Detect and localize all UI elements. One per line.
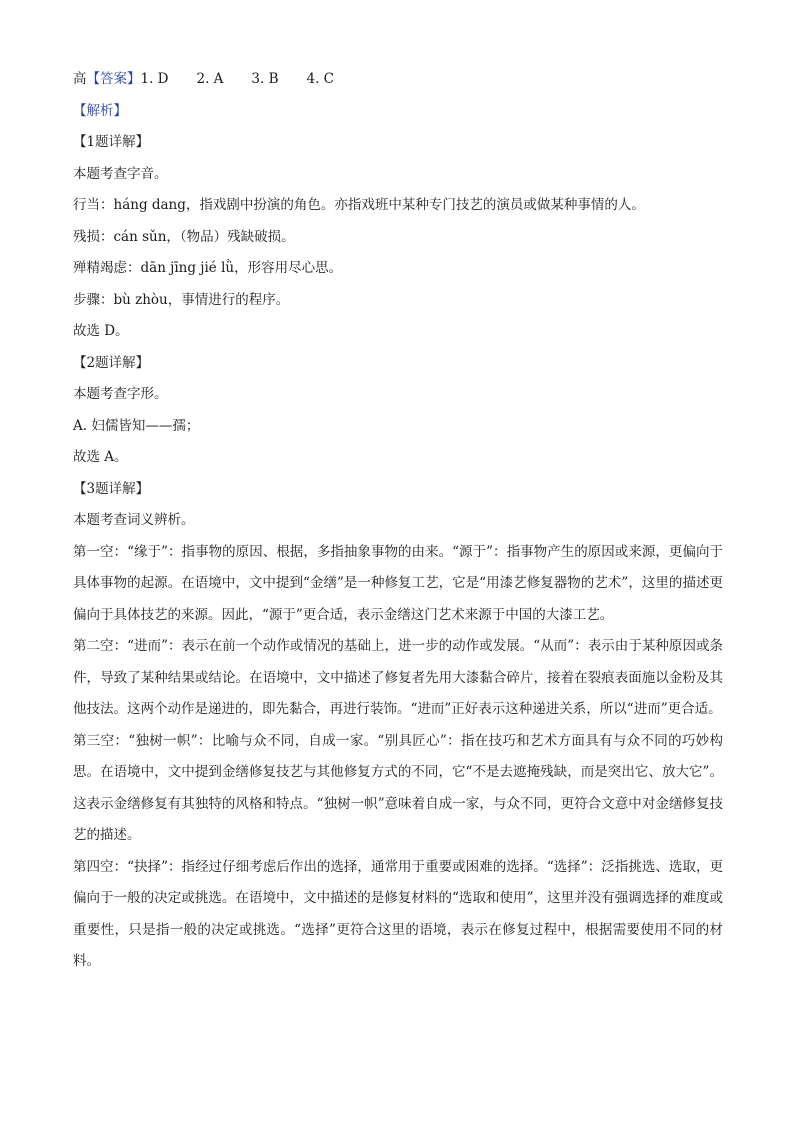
q2-heading: 【2题详解】	[73, 354, 150, 371]
answer-2: 2. A	[196, 71, 224, 87]
q1-item: 殚精竭虑：dān jīng jié lǜ，形容用尽心思。	[73, 260, 343, 276]
q3-paragraph-blank-2: 第二空：“进而”：表示在前一个动作或情况的基础上，进一步的动作或发展。“从而”：表示由于某种原因或条件，导致了某种结果或结论。在语境中，文中描述了修复者先用大漆黏合碎片，接着在裂痕表面施以金粉及其他技法。这两个动作是递进的，即先黏合，再进行装饰。“进而”正好表示这种递进关系，所以“进而”更合适。	[73, 638, 723, 717]
q3-heading: 【3题详解】	[73, 480, 150, 497]
q3-intro: 本题考查词义辨析。	[73, 512, 195, 528]
answer-label: 【答案】	[86, 71, 141, 87]
answer-line	[73, 64, 723, 96]
q1-item: 行当：háng dang，指戏剧中扮演的角色。亦指戏班中某种专门技艺的演员或做某种事情的人。	[73, 197, 645, 213]
analysis-label: 【解析】	[73, 102, 127, 119]
q3-paragraph-blank-1: 第一空：“缘于”：指事物的原因、根据，多指抽象事物的由来。“源于”：指事物产生的原因或来源，更偏向于具体事物的起源。在语境中，文中提到“金缮”是一种修复工艺，它是“用漆艺修复器物的艺术”，这里的描述更偏向于具体技艺的来源。因此，“源于”更合适，表示金缮这门艺术来源于中国的大漆工艺。	[73, 543, 723, 623]
q2-conclusion: 故选 A。	[73, 449, 128, 465]
header-prefix: 高	[73, 71, 87, 87]
q1-heading: 【1题详解】	[73, 134, 150, 150]
q1-intro: 本题考查字音。	[73, 165, 168, 182]
q3-paragraph-blank-3: 第三空：“独树一帜”：比喻与众不同，自成一家。“别具匠心”：指在技巧和艺术方面具有与众不同的巧妙构思。在语境中，文中提到金缮修复技艺与其他修复方式的不同，它“不是去遮掩残缺，而是突出它、放大它”。这表示金缮修复有其独特的风格和特点。“独树一帜”意味着自成一家，与众不同，更符合文意中对金缮修复技艺的描述。	[73, 732, 723, 843]
q1-conclusion: 故选 D。	[73, 323, 129, 339]
q2-intro: 本题考查字形。	[73, 386, 168, 402]
q3-paragraph-blank-4: 第四空：“抉择”：指经过仔细考虑后作出的选择，通常用于重要或困难的选择。“选择”：泛指挑选、选取，更偏向于一般的决定或挑选。在语境中，文中描述的是修复材料的“选取和使用”，这里并没有强调选择的难度或重要性，只是指一般的决定或挑选。“选择”更符合这里的语境，表示在修复过程中，根据需要使用不同的材料。	[73, 858, 723, 969]
document-page	[73, 64, 723, 978]
q1-item: 步骤：bù zhòu，事情进行的程序。	[73, 291, 290, 308]
q2-item: A. 妇儒皆知——孺；	[73, 417, 200, 434]
answer-3: 3. B	[251, 71, 279, 87]
q1-item: 残损：cán sǔn，（物品）残缺破损。	[73, 228, 295, 245]
answer-1: 1. D	[140, 71, 169, 87]
answer-4: 4. C	[306, 71, 335, 87]
